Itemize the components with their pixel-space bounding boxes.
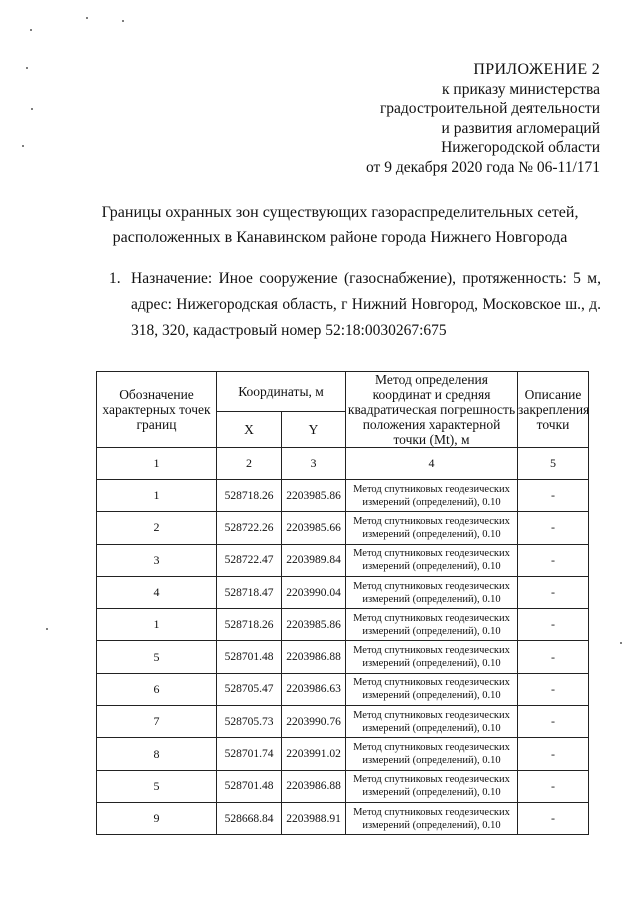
point-cell: 1	[97, 609, 217, 641]
title-line: расположенных в Канавинском районе города Нижнего Новгорода	[112, 229, 568, 246]
appendix-number: ПРИЛОЖЕНИЕ 2	[473, 61, 600, 78]
column-index: 4	[346, 448, 518, 480]
point-cell: 1	[97, 480, 217, 512]
method-cell: Метод спутниковых геодезических измерений (определений), 0.10	[346, 576, 518, 608]
table-row	[97, 576, 589, 608]
table-row	[97, 770, 589, 802]
method-cell: Метод спутниковых геодезических измерений (определений), 0.10	[346, 544, 518, 576]
table-row	[97, 706, 589, 738]
method-cell: Метод спутниковых геодезических измерений (определений), 0.10	[346, 641, 518, 673]
method-cell: Метод спутниковых геодезических измерений (определений), 0.10	[346, 609, 518, 641]
appendix-line: градостроительной деятельности	[379, 100, 600, 118]
object-item	[109, 266, 601, 344]
method-cell: Метод спутниковых геодезических измерений (определений), 0.10	[346, 770, 518, 802]
column-index: 5	[518, 448, 589, 480]
scan-speck	[86, 17, 88, 19]
description-cell: -	[518, 738, 589, 770]
point-cell: 5	[97, 641, 217, 673]
header-point: Обозначение характерных точек границ	[97, 372, 217, 448]
description-cell: -	[518, 802, 589, 834]
point-cell: 3	[97, 544, 217, 576]
y-cell: 2203986.88	[282, 641, 346, 673]
description-cell: -	[518, 544, 589, 576]
description-cell: -	[518, 706, 589, 738]
table-row	[97, 641, 589, 673]
method-cell: Метод спутниковых геодезических измерений (определений), 0.10	[346, 480, 518, 512]
y-cell: 2203985.66	[282, 512, 346, 544]
item-line: 318, 320, кадастровый номер 52:18:0030267:675	[131, 322, 447, 339]
x-cell: 528701.74	[217, 738, 282, 770]
method-cell: Метод спутниковых геодезических измерений (определений), 0.10	[346, 706, 518, 738]
table-row	[97, 544, 589, 576]
y-cell: 2203985.86	[282, 480, 346, 512]
x-cell: 528718.26	[217, 609, 282, 641]
table-row	[97, 738, 589, 770]
item-line: Назначение: Иное сооружение (газоснабжение), протяженность: 5 м,	[131, 270, 601, 287]
scan-speck	[122, 20, 124, 22]
scan-speck	[31, 108, 33, 110]
table-row	[97, 609, 589, 641]
y-cell: 2203990.76	[282, 706, 346, 738]
method-cell: Метод спутниковых геодезических измерений (определений), 0.10	[346, 802, 518, 834]
x-cell: 528705.47	[217, 673, 282, 705]
document-title	[0, 200, 640, 250]
header-y: Y	[282, 412, 346, 448]
point-cell: 7	[97, 706, 217, 738]
scan-speck	[620, 642, 622, 644]
point-cell: 5	[97, 770, 217, 802]
column-index: 3	[282, 448, 346, 480]
header-description: Описание закрепления точки	[518, 372, 589, 448]
table-row	[97, 673, 589, 705]
appendix-line: и развития агломераций	[441, 119, 600, 137]
y-cell: 2203986.63	[282, 673, 346, 705]
y-cell: 2203986.88	[282, 770, 346, 802]
item-line: адрес: Нижегородская область, г Нижний Новгород, Московское ш., д.	[131, 296, 601, 313]
scan-speck	[26, 67, 28, 69]
table-row	[97, 480, 589, 512]
column-index: 1	[97, 448, 217, 480]
x-cell: 528722.26	[217, 512, 282, 544]
header-method: Метод определения координат и средняя квадратическая погрешность положения характерной точки (Мt), м	[346, 372, 518, 448]
description-cell: -	[518, 512, 589, 544]
y-cell: 2203985.86	[282, 609, 346, 641]
method-cell: Метод спутниковых геодезических измерений (определений), 0.10	[346, 512, 518, 544]
coordinates-table	[96, 371, 589, 835]
description-cell: -	[518, 641, 589, 673]
point-cell: 6	[97, 673, 217, 705]
scan-speck	[46, 628, 48, 630]
y-cell: 2203991.02	[282, 738, 346, 770]
description-cell: -	[518, 576, 589, 608]
point-cell: 4	[97, 576, 217, 608]
table-row	[97, 802, 589, 834]
x-cell: 528668.84	[217, 802, 282, 834]
x-cell: 528718.26	[217, 480, 282, 512]
method-cell: Метод спутниковых геодезических измерений (определений), 0.10	[346, 673, 518, 705]
table-row	[97, 512, 589, 544]
scan-speck	[30, 29, 32, 31]
x-cell: 528722.47	[217, 544, 282, 576]
point-cell: 2	[97, 512, 217, 544]
header-coords: Координаты, м	[217, 372, 346, 412]
point-cell: 8	[97, 738, 217, 770]
title-line: Границы охранных зон существующих газораспределительных сетей,	[101, 204, 579, 221]
x-cell: 528701.48	[217, 641, 282, 673]
header-x: X	[217, 412, 282, 448]
description-cell: -	[518, 770, 589, 802]
y-cell: 2203990.04	[282, 576, 346, 608]
description-cell: -	[518, 480, 589, 512]
x-cell: 528705.73	[217, 706, 282, 738]
point-cell: 9	[97, 802, 217, 834]
appendix-line: к приказу министерства	[442, 80, 600, 98]
item-number: 1.	[109, 270, 121, 287]
description-cell: -	[518, 609, 589, 641]
appendix-header	[366, 60, 600, 178]
x-cell: 528718.47	[217, 576, 282, 608]
appendix-date-line: от 9 декабря 2020 года № 06-11/171	[366, 158, 600, 176]
y-cell: 2203989.84	[282, 544, 346, 576]
description-cell: -	[518, 673, 589, 705]
x-cell: 528701.48	[217, 770, 282, 802]
scan-speck	[22, 145, 24, 147]
appendix-line: Нижегородской области	[441, 139, 600, 157]
y-cell: 2203988.91	[282, 802, 346, 834]
method-cell: Метод спутниковых геодезических измерений (определений), 0.10	[346, 738, 518, 770]
column-index: 2	[217, 448, 282, 480]
